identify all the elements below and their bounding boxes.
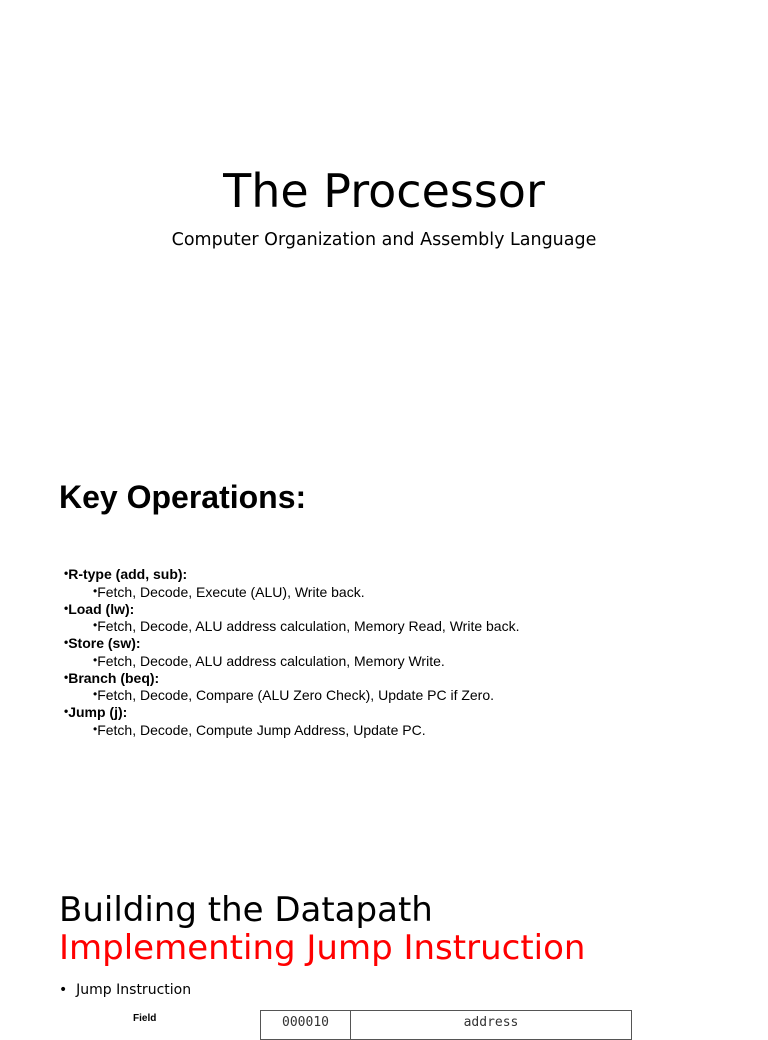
operation-detail: Fetch, Decode, Compare (ALU Zero Check), Update PC if Zero. [97,687,495,703]
slide-subtitle: Computer Organization and Assembly Language [171,230,597,250]
datapath-subtitle: Implementing Jump Instruction [59,928,586,968]
bullet-icon: • [64,600,69,615]
operation-item [64,669,519,704]
operation-detail: Fetch, Decode, ALU address calculation, Memory Read, Write back. [97,618,520,634]
operation-item [64,600,519,635]
bullet-icon: • [93,652,98,667]
operation-item [64,634,519,669]
opcode-cell: 000010 [261,1011,351,1039]
bullet-icon: • [64,566,69,580]
operation-name: Jump (j): [68,704,128,720]
bullet-icon: • [93,618,98,632]
bullet-icon: • [64,704,69,718]
jump-format-table [260,1010,632,1040]
key-operations-heading: Key Operations: [59,479,307,515]
bullet-icon: • [64,669,69,684]
bullet-icon: • [59,982,77,998]
address-cell: address [463,1015,519,1030]
operation-name: Branch (beq): [68,669,160,686]
operation-detail: Fetch, Decode, Compute Jump Address, Update PC. [97,721,426,738]
slide-title: The Processor [223,164,545,218]
jump-instruction-text: Jump Instruction [76,982,192,998]
bullet-icon: • [93,583,98,598]
operation-item [64,703,519,738]
bullet-icon: • [93,721,98,736]
operation-name: Store (sw): [68,635,141,651]
operations-list [64,565,519,738]
datapath-title: Building the Datapath [59,890,433,930]
field-label: Field [133,1013,157,1024]
operation-item [64,565,519,600]
bullet-icon: • [64,635,69,649]
operation-detail: Fetch, Decode, Execute (ALU), Write back. [97,583,365,600]
operation-name: R-type (add, sub): [68,566,188,582]
operation-name: Load (lw): [68,600,135,617]
bullet-icon: • [93,687,98,701]
jump-instruction-bullet [59,981,191,999]
operation-detail: Fetch, Decode, ALU address calculation, Memory Write. [97,652,445,669]
